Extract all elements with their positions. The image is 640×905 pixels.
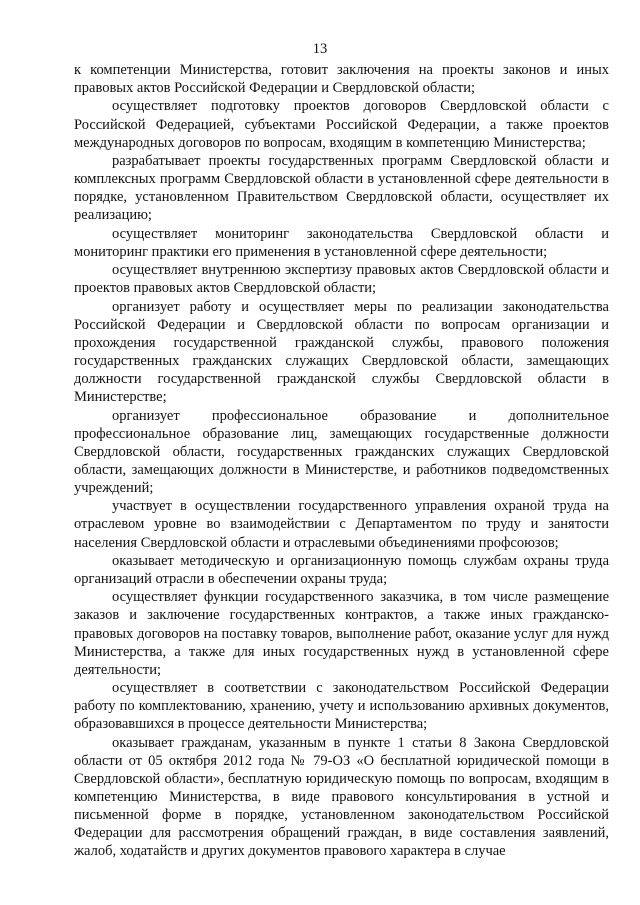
paragraph: организует профессиональное образование и дополнительное профессиональное образование лиц, замещающих государственные должности Свердловской области, государственных гражданских служащих Свердловской области, замещающих должности в Министерстве, и работников подведомственных учреждений;: [74, 407, 609, 496]
paragraph: осуществляет мониторинг законодательства Свердловской области и мониторинг практики его применения в установленной сфере деятельности;: [74, 225, 609, 260]
paragraph: к компетенции Министерства, готовит заключения на проекты законов и иных правовых актов Российской Федерации и Свердловской области;: [74, 62, 609, 97]
paragraph: осуществляет внутреннюю экспертизу правовых актов Свердловской области и проектов правовых актов Свердловской области;: [74, 262, 609, 297]
paragraph: осуществляет подготовку проектов договоров Свердловской области с Российской Федерацией, субъектами Российской Федерации, а также проектов международных договоров по вопросам, входящим в компетенцию Министерства;: [74, 98, 609, 151]
paragraph: организует работу и осуществляет меры по реализации законодательства Российской Федерации и Свердловской области по вопросам организации и прохождения государственной гражданской службы, правового положения государственных гражданских служащих Свердловской области, замещающих должности государственной гражданской службы Свердловской области в Министерстве;: [74, 298, 609, 406]
page-number: 13: [312, 41, 328, 57]
paragraph: оказывает гражданам, указанным в пункте 1 статьи 8 Закона Свердловской области от 05 октября 2012 года № 79-ОЗ «О бесплатной юридической помощи в Свердловской области», бесплатную юридическую помощь по вопросам, входящим в компетенцию Министерства, в виде правового консультирования в устной и письменной форме в порядке, установленном законодательством Российской Федерации для рассмотрения обращений граждан, в виде составления заявлений, жалоб, ходатайств и других документов правового характера в случае: [74, 734, 609, 860]
paragraph: оказывает методическую и организационную помощь службам охраны труда организаций отрасли в обеспечении охраны труда;: [74, 552, 609, 587]
document-body: [74, 61, 609, 861]
paragraph: осуществляет в соответствии с законодательством Российской Федерации работу по комплектованию, хранению, учету и использованию архивных документов, образовавшихся в процессе деятельности Министерства;: [74, 680, 609, 733]
paragraph: разрабатывает проекты государственных программ Свердловской области и комплексных программ Свердловской области в установленной сфере деятельности в порядке, установленном Правительством Свердловской области, осуществляет их реализацию;: [74, 153, 609, 224]
paragraph: участвует в осуществлении государственного управления охраной труда на отраслевом уровне во взаимодействии с Департаментом по труду и занятости населения Свердловской области и отраслевыми объединениями профсоюзов;: [74, 498, 609, 551]
paragraph: осуществляет функции государственного заказчика, в том числе размещение заказов и заключение государственных контрактов, а также иных гражданско-правовых договоров на поставку товаров, выполнение работ, оказание услуг для нужд Министерства, а также для иных государственных нужд в установленной сфере деятельности;: [74, 589, 609, 678]
